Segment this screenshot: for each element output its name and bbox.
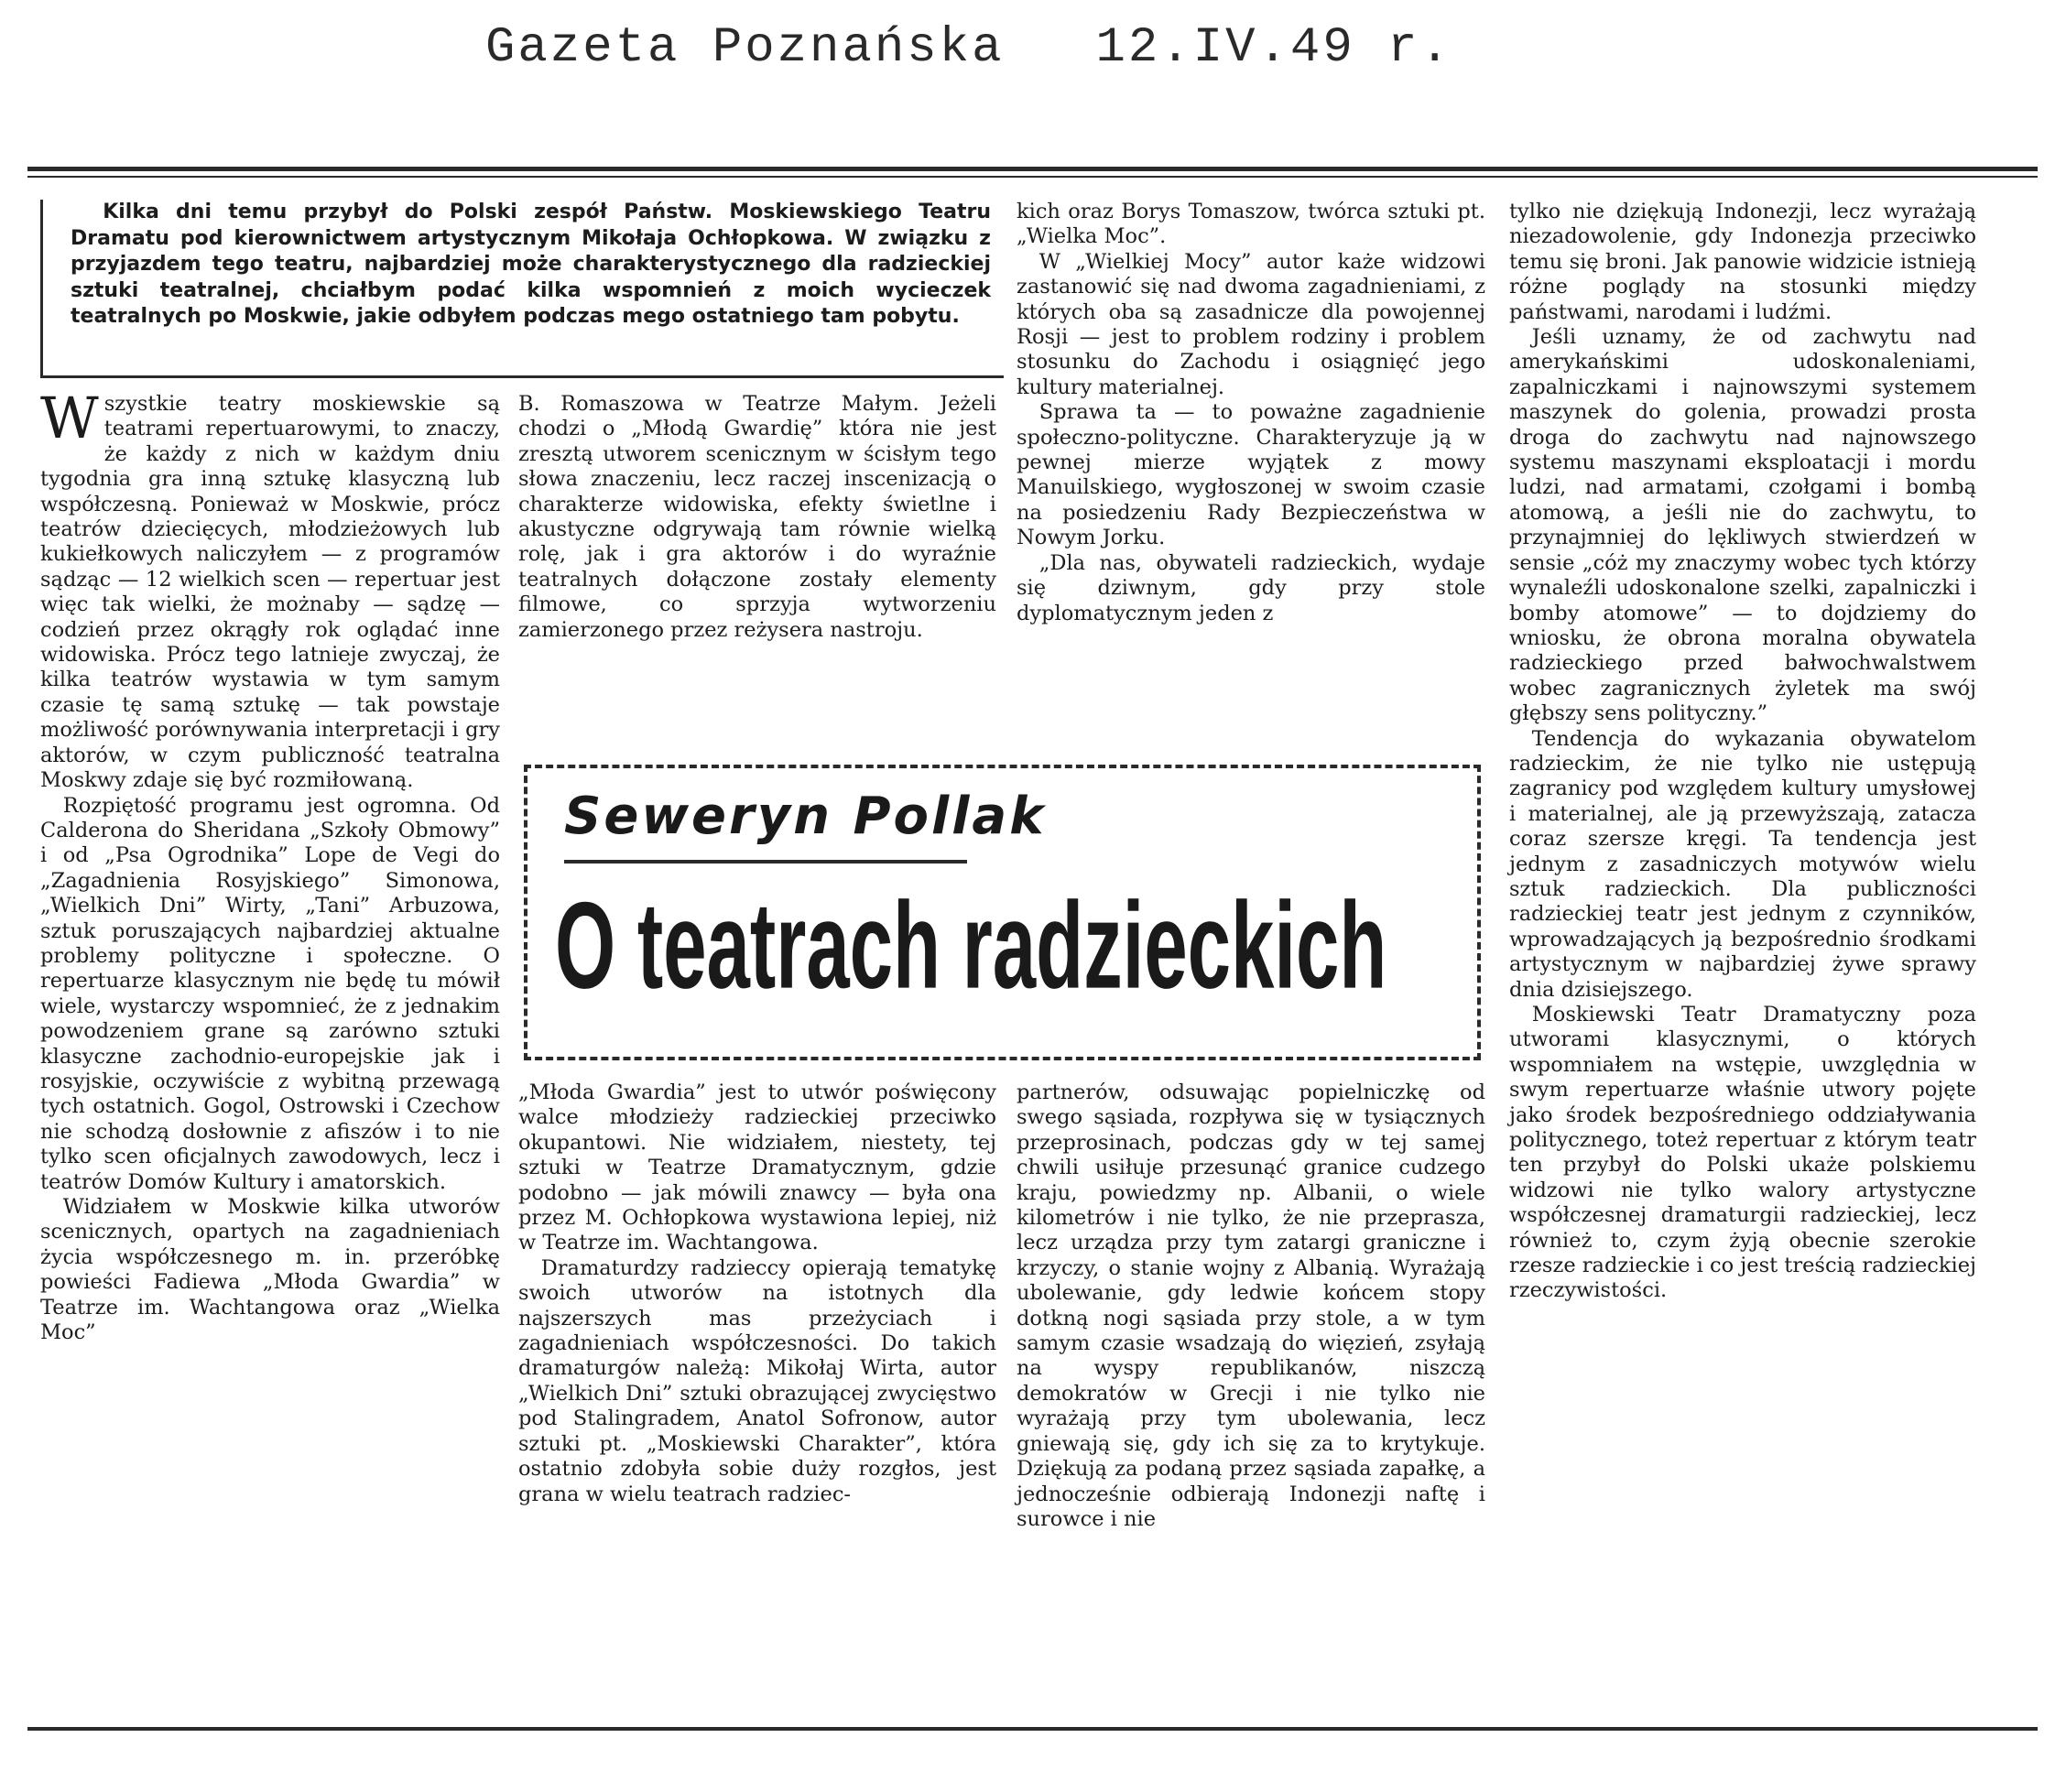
article-title: O teatrach radzieckich — [555, 876, 1387, 1015]
top-rule — [27, 167, 2038, 171]
col3-top-paragraph-4: „Dla nas, obywateli radzieckich, wydaje się dziwnym, gdy przy stole dyplomatycznym jeden z — [1017, 550, 1485, 625]
col2-bottom-paragraph-2: Dramaturdzy radzieccy opierają tematykę swoich utworów na istotnych dla najszerszych mas przeżyciach i zagadnieniach współczesności. Do takich dramaturgów należą: Mikołaj Wirta, autor „Wielkich Dni” sztuki obrazującej zwycięstwo pod Stalingradem, Anatol Sofronow, autor sztuki pt. „Moskiewski Charakter”, która ostatnio zdobyła sobie duży rozgłos, jest grana w wielu teatrach radziec- — [518, 1255, 996, 1506]
headline-box — [524, 765, 1481, 1060]
col2-bottom-paragraph-1: „Młoda Gwardia” jest to utwór poświęcony walce młodzieży radzieckiej przeciwko okupantowi. Nie widziałem, niestety, tej sztuki w Teatrze Dramatycznym, gdzie podobno — jak mówili znawcy — była ona przez M. Ochłopkowa wystawiona lepiej, niż w Teatrze im. Wachtangowa. — [518, 1081, 996, 1255]
column-4 — [1509, 200, 1976, 1720]
col1-paragraph-1 — [40, 385, 500, 794]
article-intro — [40, 200, 1004, 378]
col2-top-paragraph-1: B. Romaszowa w Teatrze Małym. Jeżeli chodzi o „Młodą Gwardię” która nie jest zresztą utworem scenicznym w ścisłym tego słowa znaczeniu, lecz raczej inscenizacją o charakterze widowiska, efekty świetlne i akustyczne odgrywają tam równie wielką rolę, jak i gra aktorów i do wyraźnie teatralnych dołączone zostały elementy filmowe, co sprzyja wytworzeniu zamierzonego przez reżysera nastroju. — [518, 392, 996, 642]
column-1 — [40, 385, 500, 1715]
newspaper-name: Gazeta Poznańska — [485, 20, 1005, 76]
intro-text: Kilka dni temu przybył do Polski zespół Państw. Moskiewskiego Teatru Dramatu pod kierownictwem artystycznym Mikołaja Ochłopkowa. W związku z przyjazdem tego teatru, najbardziej może charakterystycznego dla radzieckiej sztuki teatralnej, chciałbym podać kilka wspomnień z moich wycieczek teatralnych po Moskwie, jakie odbyłem podczas mego ostatniego tam pobytu. — [71, 201, 991, 328]
col4-paragraph-4: Moskiewski Teatr Dramatyczny poza utworami klasycznymi, o których wspomniałem na wstępie, uwzględnia w swym repertuarze właśnie utwory pojęte jako środek bezpośredniego oddziaływania politycznego, toteż repertuar z którym teatr ten przybył do Polski ukaże polskiemu widzowi nie tylko walory artystyczne współczesnej dramaturgii radzieckiej, lecz również to, czym żyją obecnie szerokie rzesze radzieckie i co jest treścią radzieckiej rzeczywistości. — [1509, 1003, 1976, 1303]
col3-top-paragraph-1: kich oraz Borys Tomaszow, twórca sztuki pt. „Wielka Moc”. — [1017, 200, 1485, 249]
author-underline — [564, 860, 967, 863]
col3-top-paragraph-2: W „Wielkiej Mocy” autor każe widzowi zastanowić się nad dwoma zagadnieniami, z których oba są zasadnicze dla powojennej Rosji — jest to problem rodziny i problem stosunku do Zachodu i osiągnięć jego kultury materialnej. — [1017, 249, 1485, 399]
clipping-header — [485, 20, 1452, 76]
author-name: Seweryn Pollak — [564, 787, 1047, 846]
column-3-top — [1017, 200, 1485, 749]
column-2-bottom — [518, 1081, 996, 1721]
column-2-top — [518, 392, 996, 754]
publication-date: 12.IV.49 r. — [1095, 20, 1452, 76]
col4-paragraph-1: tylko nie dziękują Indonezji, lecz wyrażają niezadowolenie, gdy Indonezja przeciwko temu się broni. Jak panowie widzicie istnieją różne poglądy na stosunki między państwami, narodami i ludźmi. — [1509, 200, 1976, 324]
col4-paragraph-3: Tendencja do wykazania obywatelom radzieckim, że nie tylko nie ustępują zagranicy pod względem kultury umysłowej i materialnej, ale ją przewyższają, zatacza coraz szersze kręgi. Ta tendencja jest jednym z zasadniczych motywów wielu sztuk radzieckich. Dla publiczności radzieckiej teatr jest jednym z czynników, wprowadzających ją bezpośrednio środkami artystycznym w najbardziej żywe sprawy dnia dzisiejszego. — [1509, 726, 1976, 1002]
drop-cap: W — [40, 385, 99, 451]
col1-paragraph-2: Rozpiętość programu jest ogromna. Od Calderona do Sheridana „Szkoły Obmowy” i od „Psa Ogrodnika” Lope de Vegi do „Zagadnienia Rosyjskiego” Simonowa, „Wielkich Dni” Wirty, „Tani” Arbuzowa, sztuk poruszających najbardziej aktualne problemy polityczne i społeczne. O repertuarze klasycznym nie będę tu mówił wiele, wystarczy wspomnieć, że z jednakim powodzeniem grane są zarówno sztuki klasyczne zachodnio-europejskie jak i rosyjskie, oczywiście z wybitną przewagą tych ostatnich. Gogol, Ostrowski i Czechow nie schodzą dosłownie z afiszów i to nie tylko scen oficjalnych zawodowych, lecz i teatrów Domów Kultury i amatorskich. — [40, 793, 500, 1194]
col4-paragraph-2: Jeśli uznamy, że od zachwytu nad amerykańskimi udoskonaleniami, zapalniczkami i najnowszymi systemem maszynek do golenia, prowadzi prosta droga do zachwytu nad najnowszego systemu maszynami eksploatacji i mordu ludzi, nad armatami, czołgami i bombą atomową, a jeśli nie do zachwytu, to przynajmniej do lękliwych stwierdzeń w sensie „cóż my znaczymy wobec tych którzy wynaleźli udoskonalone szelki, zapalniczki i bomby atomowe” — to dojdziemy do wniosku, że obrona moralna obywatela radzieckiego przed bałwochwalstwem wobec zagranicznych żyletek ma swój głębszy sens polityczny.” — [1509, 325, 1976, 726]
col1-paragraph-3: Widziałem w Moskwie kilka utworów scenicznych, opartych na zagadnieniach życia współczesnego m. in. przeróbkę powieści Fadiewa „Młoda Gwardia” w Teatrze im. Wachtangowa oraz „Wielka Moc” — [40, 1195, 500, 1345]
bottom-rule — [27, 1727, 2038, 1731]
col3-bottom-paragraph-1: partnerów, odsuwając popielniczkę od swego sąsiada, rozpływa się w tysiącznych przeprosinach, podczas gdy w tej samej chwili usiłuje przesunąć granice cudzego kraju, powiedzmy np. Albanii, o wiele kilometrów i nie tylko, że nie przeprasza, lecz urządza przy tym zatargi graniczne i krzyczy, o stanie wojny z Albanią. Wyrażają ubolewanie, gdy ledwie końcem stopy dotkną nogi sąsiada przy stole, a w tym samym czasie wsadzają do więzień, zsyłają na wyspy republikanów, niszczą demokratów w Grecji i nie tylko nie wyrażają przy tym ubolewania, lecz gniewają się, gdy ich się za to krytykuje. Dziękują za podaną przez sąsiada zapałkę, a jednocześnie odbierają Indonezji naftę i surowce i nie — [1017, 1081, 1485, 1531]
column-3-bottom — [1017, 1081, 1485, 1721]
col3-top-paragraph-3: Sprawa ta — to poważne zagadnienie społeczno-polityczne. Charakteryzuje ją w pewnej mierze wyjątek z mowy Manuilskiego, wygłoszonej w swoim czasie na posiedzeniu Rady Bezpieczeństwa w Nowym Jorku. — [1017, 400, 1485, 550]
col1-paragraph-1-text: szystkie teatry moskiewskie są teatrami repertuarowymi, to znaczy, że każdy z nich w każdym dniu tygodnia gra inną sztukę klasyczną lub współczesną. Ponieważ w Moskwie, prócz teatrów dziecięcych, młodzieżowych lub kukiełkowych naliczyłem — z programów sądząc — 12 wielkich scen — repertuar jest więc tak wielki, że możnaby — sądzę — codzień przez okrągły rok oglądać inne widowiska. Prócz tego latnieje zwyczaj, że kilka teatrów wystawia w tym samym czasie tę samą sztukę — tak powstaje możliwość porównywania interpretacji i gry aktorów, w czym publiczność teatralna Moskwy zdaje się być rozmiłowaną. — [40, 392, 500, 793]
top-rule-thin — [27, 176, 2038, 178]
